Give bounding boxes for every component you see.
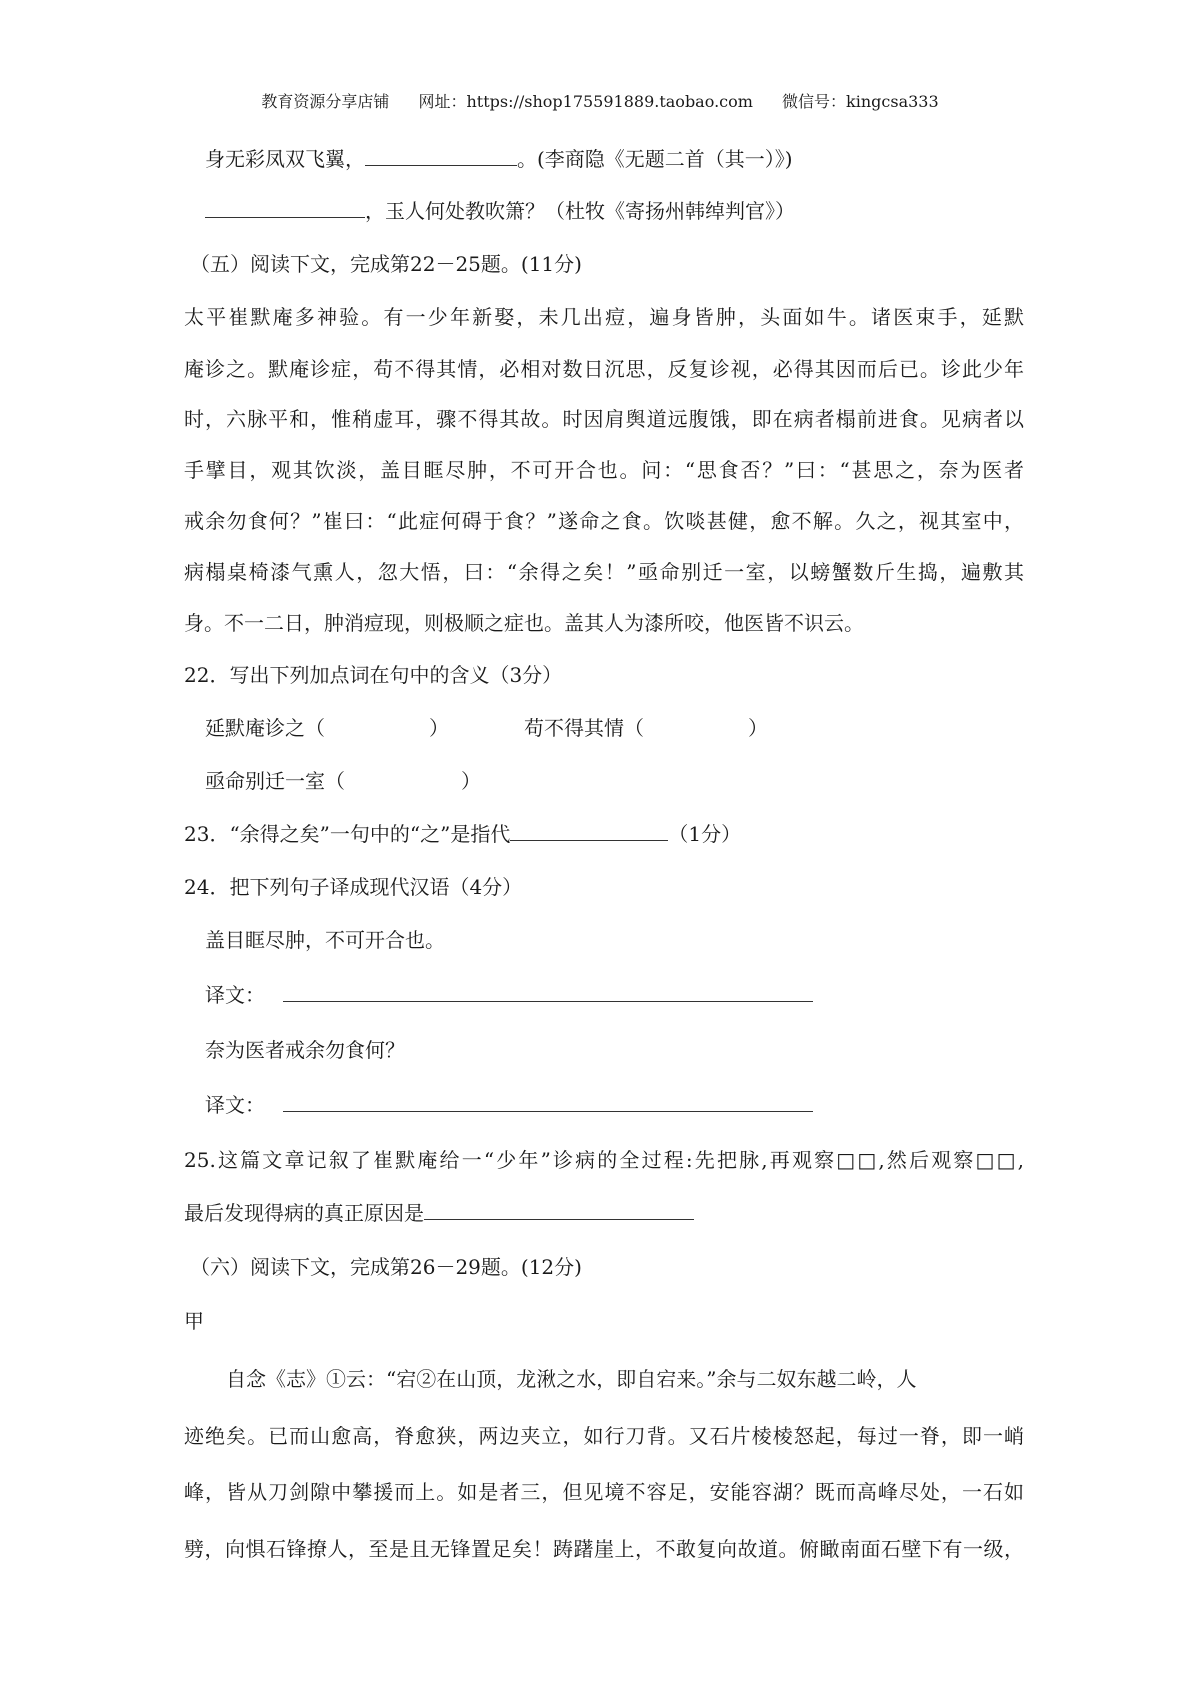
q24-sentence-2: 奈为医者戒余勿食何？ — [205, 1038, 405, 1062]
question-22-stem: 22．写出下列加点词在句中的含义（3分） — [184, 663, 563, 687]
question-24-stem: 24．把下列句子译成现代汉语（4分） — [184, 875, 523, 899]
passage-6-line: 自念《志》①云：“宕②在山顶，龙湫之水，即自宕来。”余与二奴东越二岭，人 — [226, 1367, 917, 1391]
q22-item-1-close: ） — [429, 716, 449, 740]
shop-url: 网址：https://shop175591889.taobao.com — [418, 92, 753, 111]
q22-item-2-close: ） — [748, 716, 768, 740]
poem-line-1 — [205, 145, 793, 173]
poem-line-1-source: 。(李商隐《无题二首（其一）》) — [517, 147, 793, 171]
poem-line-2-source: ，玉人何处教吹箫？（杜牧《寄扬州韩绰判官》） — [365, 199, 795, 223]
poem-line-1-text: 身无彩凤双飞翼， — [205, 147, 365, 171]
q22-item-3-text: 亟命别迁一室（ — [205, 769, 345, 793]
passage-6-line: 劈，向惧石锋撩人，至是且无锋置足矣！踌躇崖上，不敢复向故道。俯瞰南面石壁下有一级， — [184, 1537, 1024, 1561]
page-header — [0, 88, 1200, 116]
section-6-heading: （六）阅读下文，完成第26－29题。(12分) — [190, 1255, 582, 1279]
q23-score: （1分） — [668, 822, 742, 846]
q23-stem: 23．“余得之矣”一句中的“之”是指代 — [184, 822, 511, 846]
poem-blank-1[interactable] — [365, 145, 517, 166]
q24-translation-1 — [205, 981, 813, 1009]
question-23 — [184, 820, 741, 848]
passage-6-line: 峰，皆从刀剑隙中攀援而上。如是者三，但见境不容足，安能容湖？既而高峰尽处，一石如 — [184, 1480, 1024, 1504]
passage-5-line: 时，六脉平和，惟稍虚耳，骤不得其故。时因肩舆道远腹饿，即在病者榻前进食。见病者以 — [184, 407, 1024, 431]
q25-stem-end: 最后发现得病的真正原因是 — [184, 1201, 424, 1225]
question-25-line-1: 25.这篇文章记叙了崔默庵给一“少年”诊病的全过程:先把脉,再观察□□,然后观察□□, — [184, 1148, 1024, 1172]
section-5-heading: （五）阅读下文，完成第22－25题。(11分) — [190, 252, 582, 276]
question-22-item-3 — [205, 767, 481, 795]
passage-5-line: 身。不一二日，肿消痘现，则极顺之症也。盖其人为漆所咬，他医皆不识云。 — [184, 611, 864, 635]
passage-marker-jia: 甲 — [184, 1309, 204, 1333]
q22-item-3-close: ） — [461, 769, 481, 793]
translation-label: 译文： — [205, 1093, 265, 1117]
q24-sentence-1: 盖目眶尽肿，不可开合也。 — [205, 928, 445, 952]
poem-line-2 — [205, 197, 795, 225]
passage-5-line: 太平崔默庵多神验。有一少年新娶，未几出痘，遍身皆肿，头面如牛。诸医束手，延默 — [184, 305, 1024, 329]
translation-label: 译文： — [205, 983, 265, 1007]
translation-2-blank[interactable] — [283, 1091, 813, 1112]
question-22-item-2 — [524, 714, 768, 742]
shop-name: 教育资源分享店铺 — [261, 92, 390, 111]
passage-6-line: 迹绝矣。已而山愈高，脊愈狭，两边夹立，如行刀背。又石片棱棱怒起，每过一脊，即一峭 — [184, 1424, 1024, 1448]
wechat-id: 微信号：kingcsa333 — [782, 92, 939, 111]
q23-answer-blank[interactable] — [510, 820, 668, 841]
q22-item-1-text: 延默庵诊之（ — [205, 716, 325, 740]
question-22-item-1 — [205, 714, 449, 742]
passage-5-line: 戒余勿食何？”崔曰：“此症何碍于食？”遂命之食。饮啖甚健，愈不解。久之，视其室中， — [184, 509, 1024, 533]
q25-answer-blank[interactable] — [424, 1199, 694, 1220]
poem-blank-2[interactable] — [205, 197, 365, 218]
q24-translation-2 — [205, 1091, 813, 1119]
translation-1-blank[interactable] — [283, 981, 813, 1002]
q22-item-2-text: 苟不得其情（ — [524, 716, 644, 740]
passage-5-line: 病榻桌椅漆气熏人，忽大悟，曰：“余得之矣！”亟命别迁一室，以螃蟹数斤生捣，遍敷其 — [184, 560, 1024, 584]
passage-5-line: 手擘目，观其饮淡，盖目眶尽肿，不可开合也。问：“思食否？”曰：“甚思之，奈为医者 — [184, 458, 1024, 482]
passage-5-line: 庵诊之。默庵诊症，苟不得其情，必相对数日沉思，反复诊视，必得其因而后已。诊此少年 — [184, 357, 1024, 381]
question-25-line-2 — [184, 1199, 694, 1227]
